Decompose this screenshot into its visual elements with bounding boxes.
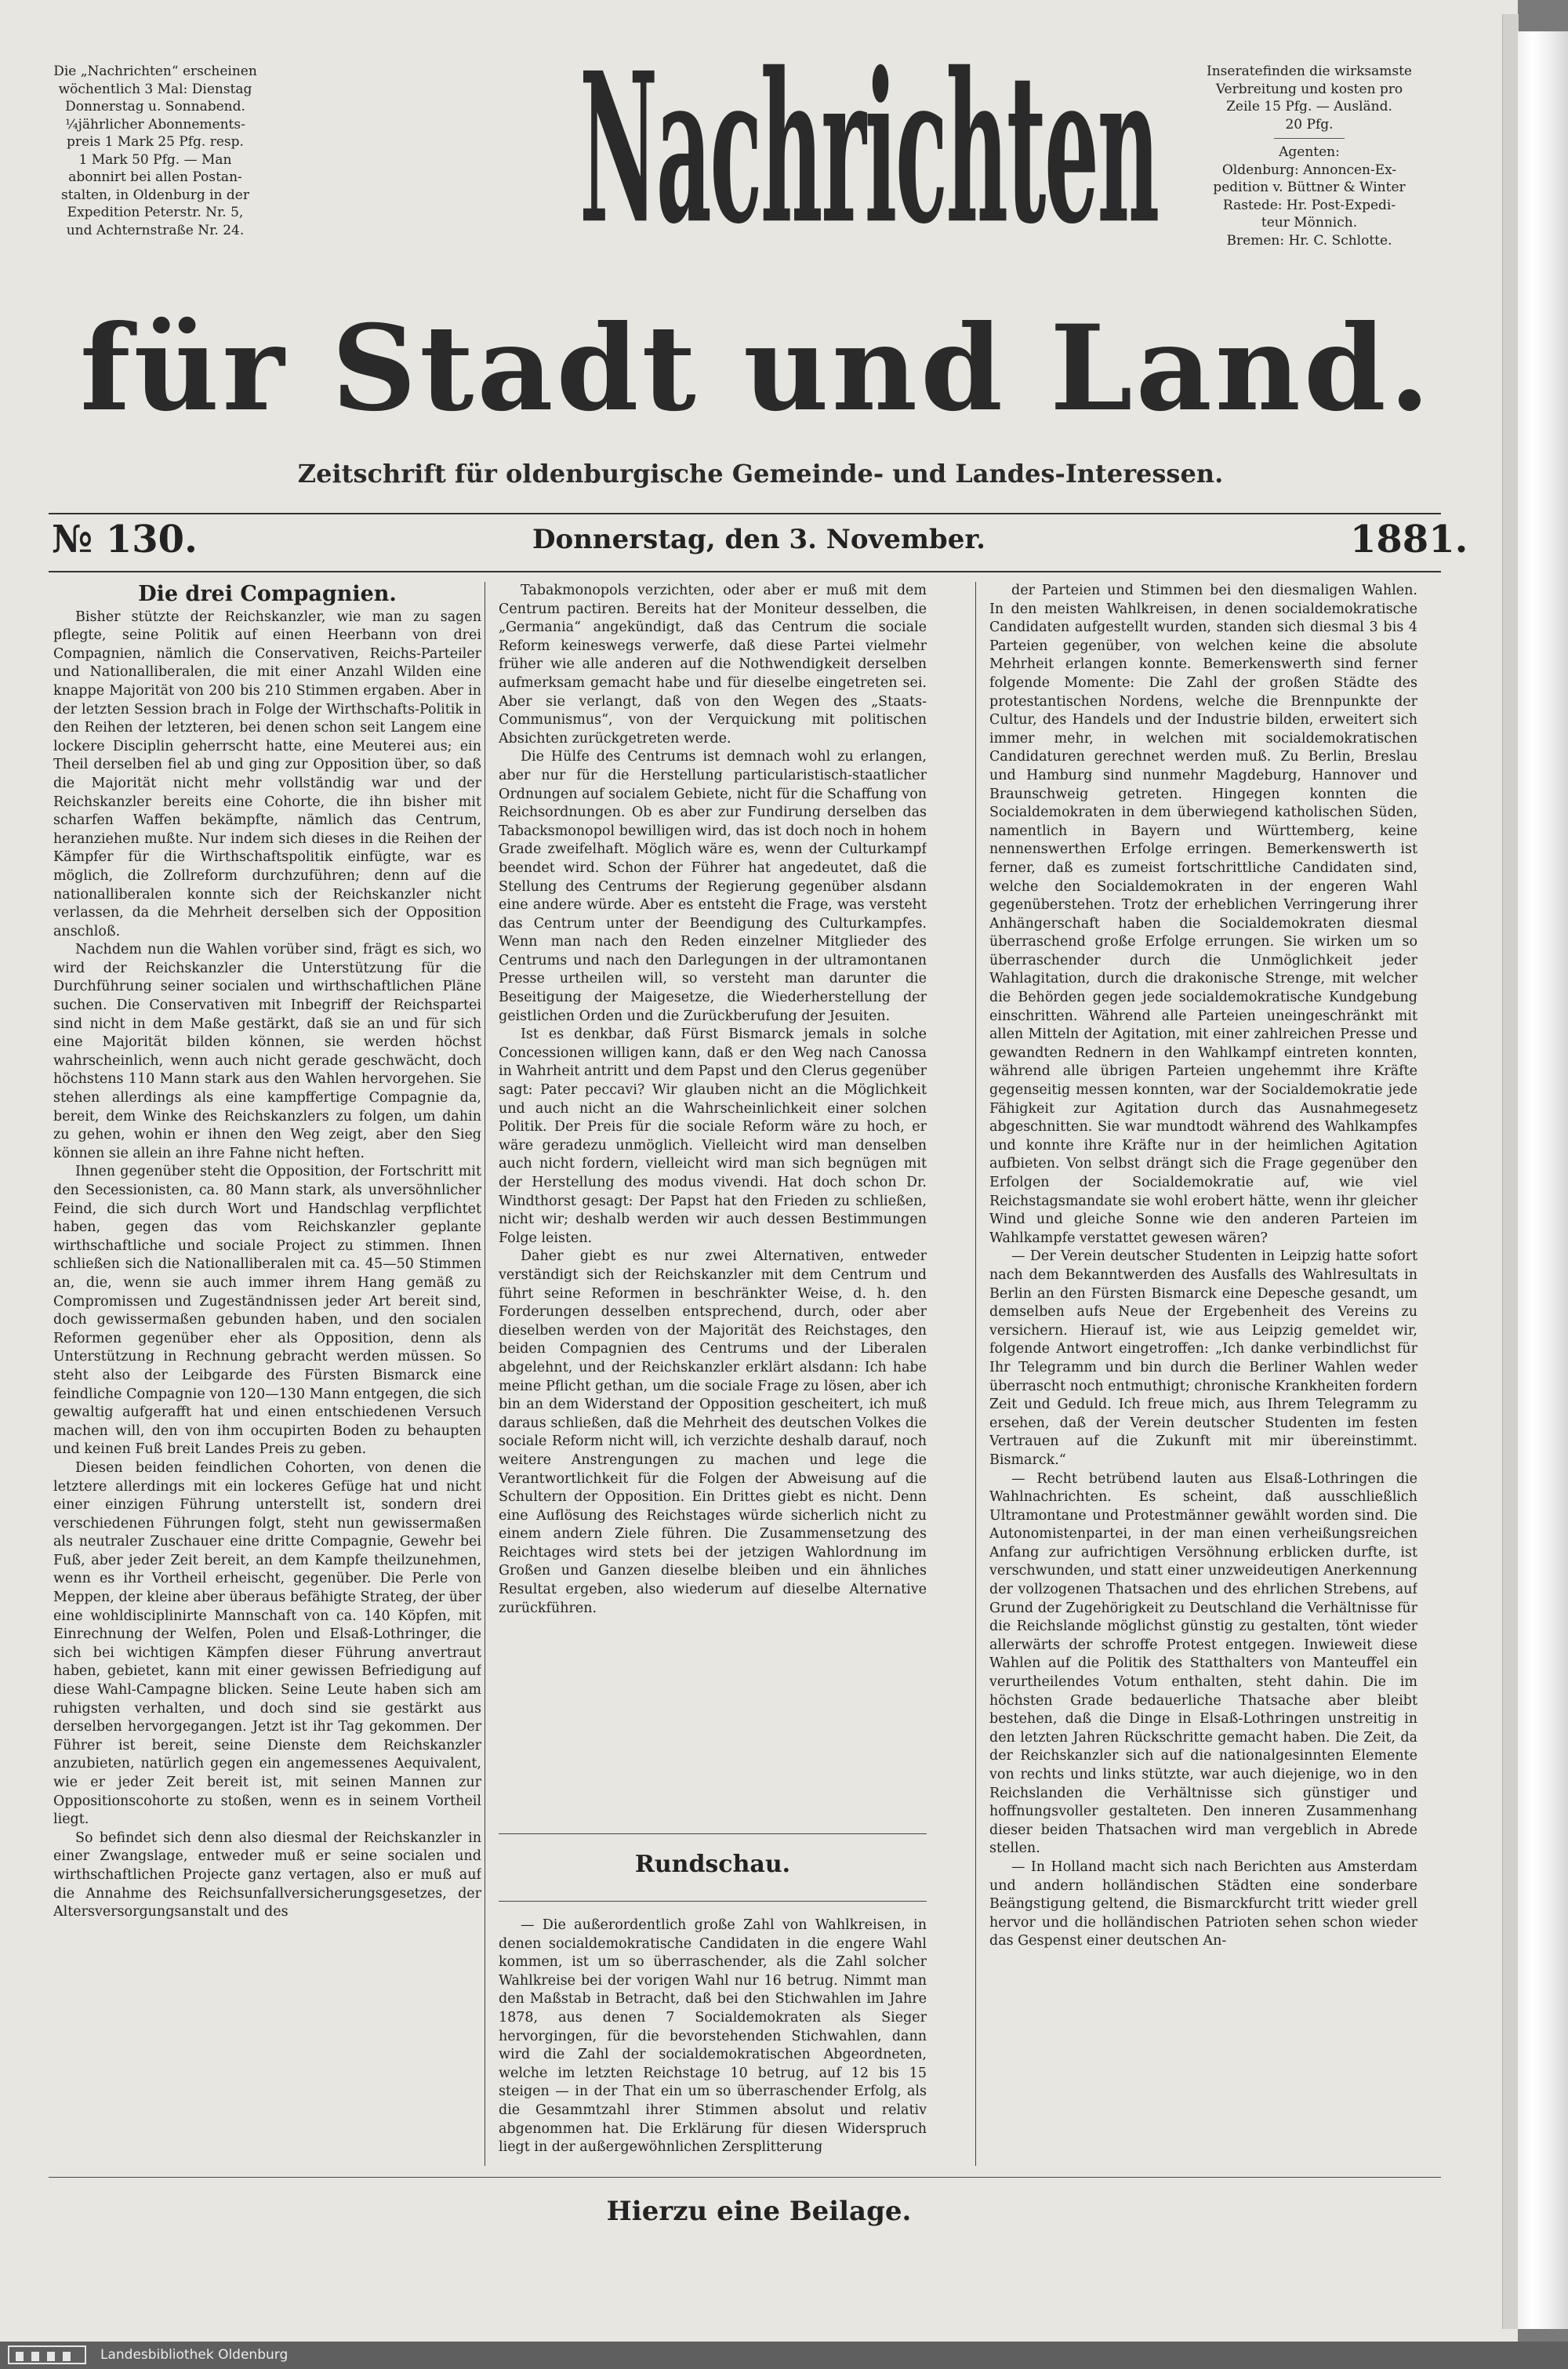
paragraph: Daher giebt es nur zwei Alternativen, entweder verständigt sich der Reichskanzler mit dem Centrum und führt seine Reformen in beschränkter Weise, d. h. den Forderungen desselben entsprechend, durch, oder aber dieselben werden von der Majorität des Reichstages, den beiden Compagnien des Centrums und der Liberalen abgelehnt, und der Reichskanzler erklärt alsdann: Ich habe meine Pflicht gethan, um die sociale Frage zu lösen, aber ich bin an dem Widerstand der Opposition gescheitert, ich muß daraus schließen, daß die Mehrheit des deutschen Volkes die sociale Reform nicht will, ich verzichte deshalb darauf, noch weitere Anstrengungen zu machen und lege die Verantwortlichkeit für die Folgen der Abweisung auf die Schultern der Opposition. Ein Drittes giebt es nicht. Denn eine Auflösung des Reichstages würde sicherlich nicht zu einem andern Ziele führen. Die Zusammensetzung des Reichtages wird stets bei der jetzigen Wahlordnung im Großen und Ganzen dieselbe bleiben und ein ähnliches Resultat ergeben, also wiederum auf dieselbe Alternative zurückführen. [499, 1248, 927, 1616]
notice-line: Oldenburg: Annoncen-Ex- [1221, 162, 1397, 178]
paragraph: — Recht betrübend lauten aus Elsaß-Lothringen die Wahlnachrichten. Es scheint, daß ausschließlich Ultramontane und Protestmänner gewählt worden sind. Die Autonomistenpartei, in der man einen verheißungsreichen Anfang zur aufrichtigen Versöhnung erblicken durfte, ist verschwunden, und statt einer unzweideutigen Anerkennung der vollzogenen Thatsachen und des ehrlichen Strebens, auf Grund der Zugehörigkeit zu Deutschland die Verhältnisse für die Reichslande möglichst günstig zu gestalten, tönt wieder allerwärts der schroffe Protest entgegen. Inwieweit diese Wahlen auf die Politik des Statthalters von Manteuffel ein verurtheilendes Votum enthalten, steht dahin. Die im höchsten Grade bedauerliche Thatsache aber bleibt bestehen, daß die Dinge in Elsaß-Lothringen unstreitig in den letzten Jahren Rückschritte gemacht haben. Die Zeit, da der Reichskanzler sich auf die nationalgesinnten Elemente von rechts und links stützte, war auch diejenige, wo in den Reichslanden die Verhältnisse sich günstiger und hoffnungsvoller gestalteten. Den inneren Zusammenhang dieser beiden Thatsachen wird man vergeblich in Abrede stellen. [989, 1470, 1417, 1857]
subscription-notice [45, 63, 265, 239]
paragraph: So befindet sich denn also diesmal der Reichskanzler in einer Zwangslage, entweder muß er seine socialen und wirthschaftlichen Projecte ganz vertagen, also er muß auf die Annahme des Reichsunfallversicherungsgesetzes, der Altersversorgungsanstalt und des [53, 1829, 481, 1920]
masthead-subtitle: Zeitschrift für oldenburgische Gemeinde- und Landes-Interessen. [297, 459, 1224, 489]
issue-number: № 130. [52, 518, 198, 561]
separator [1274, 138, 1345, 139]
page-edge [1502, 14, 1519, 2329]
paragraph: Ihnen gegenüber steht die Opposition, der Fortschritt mit den Secessionisten, ca. 80 Mann stark, als unversöhnlicher Feind, die sich durch Wort und Handschlag verpflichtet haben, gegen das vom Reichskanzler geplante wirthschaftliche und sociale Project zu stimmen. Ihnen schließen sich die Nationalliberalen mit ca. 45—50 Stimmen an, die, wenn sie auch immer ihrem Hang gemäß zu Compromissen und Zugeständnissen jeder Art bereit sind, doch gewissermaßen gebunden haben, und den socialen Reformen gegenüber eher als Opposition, denn als Unterstützung in Rechnung gebracht werden müssen. So steht also der Leibgarde des Fürsten Bismarck eine feindliche Compagnie von 120—130 Mann entgegen, die sich gewaltig aufgerafft hat und einen entschiedenen Versuch machen will, den von ihm occupirten Boden zu behaupten und keinen Fuß breit Landes Preis zu geben. [53, 1164, 481, 1458]
masthead-subline: für Stadt und Land. [79, 300, 1434, 438]
supplement-notice: Hierzu eine Beilage. [606, 2196, 912, 2227]
notice-line: Inseratefinden die wirksamste [1207, 64, 1412, 79]
rule-bottom-page [49, 2177, 1441, 2178]
paragraph: Nachdem nun die Wahlen vorüber sind, frägt es sich, wo wird der Reichskanzler die Unterstützung für die Durchführung seiner socialen und wirthschaftlichen Pläne suchen. Die Conservativen mit Inbegriff der Reichspartei sind nicht in dem Maße gestärkt, daß sie an und für sich eine Majorität bilden können, sie werden höchst wahrscheinlich, wenn auch nicht gerade geschwächt, doch höchstens 110 Mann stark aus den Wahlen hervorgehen. Sie stehen allerdings als eine kampffertige Compagnie da, bereit, dem Winke des Reichskanzlers zu folgen, um dahin zu gehen, wohin er ihnen den Weg zeigt, aber den Sieg können sie allein an ihre Fahne nicht heften. [53, 942, 481, 1161]
footer-text: Landesbibliothek Oldenburg [100, 2347, 289, 2363]
notice-line: 20 Pfg. [1285, 116, 1334, 133]
section-rule [499, 1833, 927, 1836]
notice-line: Expedition Peterstr. Nr. 5, [67, 205, 244, 220]
notice-line: abonnirt bei allen Postan- [68, 169, 242, 185]
paragraph: — Die außerordentlich große Zahl von Wahlkreisen, in denen socialdemokratische Candidaten in die engere Wahl kommen, ist um so überraschender, als die Zahl solcher Wahlkreise bei der vorigen Wahl nur 16 betrug. Nimmt man den Maßstab in Betracht, daß bei den Stichwahlen im Jahre 1878, aus denen 7 Socialdemokraten als Sieger hervorgingen, für die bevorstehenden Stichwahlen, dann wird die Zahl der socialdemokratischen Abgeordneten, welche im letzten Reichstage 10 betrug, auf 12 bis 15 steigen — in der That ein um so überraschender Erfolg, als die Gesammtzahl ihrer Stimmen absolut und relativ abgenommen hat. Die Erklärung für diesen Widerspruch liegt in der außergewöhnlichen Zersplitterung [499, 1917, 927, 2156]
paragraph: der Parteien und Stimmen bei den diesmaligen Wahlen. In den meisten Wahlkreisen, in denen socialdemokratische Candidaten aufgestellt wurden, standen sich diesmal 3 bis 4 Parteien gegenüber, von welchen keine die absolute Mehrheit erlangen konnte. Bemerkenswerth sind ferner folgende Momente: Die Zahl der großen Städte des protestantischen Nordens, welche die Brennpunkte der Cultur, des Handels und der Industrie bilden, erweitert sich immer mehr, in welchen mit socialdemokratischen Candidaturen gerechnet werden muß. Zu Berlin, Breslau und Hamburg sind nunmehr Magdeburg, Hannover und Braunschweig getreten. Hingegen konnten die Socialdemokraten in dem überwiegend katholischen Süden, namentlich in Bayern und Württemberg, keine nennenswerthen Erfolge erringen. Bemerkenswerth ist ferner, daß es zumeist fortschrittliche Candidaten sind, welche den Socialdemokraten in der engeren Wahl gegenüberstehen. Trotz der erheblichen Verringerung ihrer Anhängerschaft haben die Socialdemokraten diesmal überraschend große Erfolge errungen. Sie wirken um so überraschender durch die Unmöglichkeit jeder Wahlagitation, durch die drakonische Strenge, mit welcher die Behörden gegen jede socialdemokratische Kundgebung einschritten. Während alle Parteien uneingeschränkt mit allen Mitteln der Agitation, mit einer zahlreichen Presse und gewandten Rednern in den Wahlkampf eintreten konnten, während alle übrigen Parteien ungehemmt ihre Kräfte gegenseitig messen konnten, war der Socialdemokratie jede Fähigkeit zur Agitation durch das Ausnahmegesetz abgeschnitten. Sie war mundtodt während des Wahlkampfes und konnte ihre Kräfte nur in der heimlichen Agitation aufbieten. Von selbst drängt sich die Frage gegenüber den Erfolgen der Socialdemokratie auf, wie viel Reichstagsmandate sie wohl erobert hätte, wenn ihr gleicher Wind und gleiche Sonne wie den anderen Parteien im Wahlkampfe verstattet gewesen wären? [989, 583, 1417, 1246]
article-column-2 [499, 582, 927, 1829]
notice-line: Bremen: Hr. C. Schlotte. [1226, 232, 1392, 249]
notice-line: teur Mönnich. [1261, 215, 1358, 231]
rule-top [49, 513, 1441, 514]
paragraph: Tabakmonopols verzichten, oder aber er muß mit dem Centrum pactiren. Bereits hat der Moniteur desselben, die „Germania“ angekündigt, daß das Centrum die sociale Reform keineswegs verwerfe, daß diese Partei vielmehr früher wie alle anderen auf die Nothwendigkeit derselben aufmerksam gemacht habe und für dieselbe eingetreten sei. Aber sie verlangt, daß von den Wegen des „Staats-Communismus“, von der Verquickung mit politischen Absichten zurückgetreten werde. [499, 583, 927, 747]
paragraph: — In Holland macht sich nach Berichten aus Amsterdam und andern holländischen Städten eine sonderbare Beängstigung geltend, die Bismarckfurcht tritt wieder grell hervor und die holländischen Patrioten sehen schon wieder das Gespenst einer deutschen An- [989, 1859, 1417, 1949]
notice-line: Verbreitung und kosten pro [1215, 81, 1403, 97]
article-title: Die drei Compagnien. [138, 582, 397, 606]
advertising-notice [1200, 63, 1419, 249]
paragraph: Diesen beiden feindlichen Cohorten, von denen die letztere allerdings mit ein lockeres Gefüge hat und nicht einer einzigen Führung unterstellt ist, sondern drei verschiedenen Führungen folgt, steht nun gewissermaßen als neutraler Zuschauer eine dritte Compagnie, Gewehr bei Fuß, aber jeder Zeit bereit, an dem Kampfe theilzunehmen, wenn es ihr Vortheil erheischt, gegenüber. Die Perle von Meppen, der kleine aber überaus befähigte Strateg, der über eine wohldisciplinirte Mannschaft von ca. 140 Köpfen, mit Einrechnung der Welfen, Polen und Elsaß-Lothringer, die sich bei wichtigen Kämpfen dieser Führung anvertraut haben, gebietet, kann mit einer gewissen Befriedigung auf diese Wahl-Campagne blicken. Seine Leute haben sich am ruhigsten verhalten, und doch sind sie gestärkt aus derselben hervorgegangen. Jetzt ist ihr Tag gekommen. Der Führer ist bereit, seine Dienste dem Reichskanzler anzubieten, natürlich gegen ein angemessenes Aequivalent, wie er jeder Zeit bereit ist, mit seinen Mannen zur Oppositionscohorte zu stoßen, wenn es in seinem Vortheil liegt. [53, 1459, 481, 1828]
rundschau-column [499, 1917, 927, 2175]
issue-date: Donnerstag, den 3. November. [532, 524, 985, 555]
masthead-title: Nachrichten [579, 27, 1158, 270]
article-column-1 [53, 582, 481, 2138]
notice-line: pedition v. Büttner & Winter [1213, 180, 1406, 195]
notice-line: stalten, in Oldenburg in der [61, 187, 249, 203]
library-logo-icon [8, 2345, 86, 2364]
book-leaves [1518, 31, 1568, 2329]
paragraph: — Der Verein deutscher Studenten in Leipzig hatte sofort nach dem Bekanntwerden des Ausfalls des Wahlresultats in Berlin an den Fürsten Bismarck eine Depesche gesandt, um demselben aufs Neue der Ergebenheit des Vereins zu versichern. Hierauf ist, wie aus Leipzig gemeldet wir, folgende Antwort eingetroffen: „Ich danke verbindlichst für Ihr Telegramm und bin durch die Berliner Wahlen weder überrascht noch entmuthigt; chronische Krankheiten fordern Zeit und Geduld. Ich freue mich, aus Ihrem Telegramm zu ersehen, daß der Verein deutscher Studenten im festen Vertrauen auf die Zukunft mit mir übereinstimmt. Bismarck.“ [989, 1248, 1417, 1468]
section-rule [499, 1901, 927, 1902]
footer-bar [0, 2342, 1568, 2369]
notice-line: Agenten: [1279, 144, 1340, 160]
notice-line: Zeile 15 Pfg. — Ausländ. [1226, 99, 1392, 114]
notice-line: Die „Nachrichten“ erscheinen [53, 64, 257, 79]
paragraph: Die Hülfe des Centrums ist demnach wohl zu erlangen, aber nur für die Herstellung particularistisch-staatlicher Ordnungen auf socialem Gebiete, nicht für die Schaffung von Reichsordnungen. Ob es aber zur Fundirung derselben das Tabacksmonopol bewilligen wird, das ist doch noch in hohem Grade zweifelhaft. Möglich wäre es, wenn der Culturkampf beendet wird. Schon der Führer hat angedeutet, daß die Stellung des Centrums der Regierung gegenüber alsdann eine andere würde. Aber es entsteht die Frage, was versteht das Centrum unter der Beendigung des Culturkampfes. Wenn man nach den Reden einzelner Mitglieder des Centrums und nach den Darlegungen in der ultramontanen Presse urtheilen will, so versteht man darunter die Beseitigung der Maigesetze, die Wiederherstellung der geistlichen Orden und die Zurückberufung der Jesuiten. [499, 749, 927, 1024]
notice-line: Donnerstag u. Sonnabend. [65, 99, 245, 114]
issue-year: 1881. [1350, 518, 1468, 561]
notice-line: 1 Mark 50 Pfg. — Man [78, 151, 232, 168]
article-column-3 [989, 582, 1417, 2138]
notice-line: preis 1 Mark 25 Pfg. resp. [67, 134, 244, 150]
paragraph: Bisher stützte der Reichskanzler, wie man zu sagen pflegte, seine Politik auf einen Heerbann von drei Compagnien, nämlich die Conservativen, Reichs-Parteiler und Nationalliberalen, die mit einer Anzahl Wilden eine knappe Majorität von 200 bis 210 Stimmen ergaben. Aber in der letzten Session brach in Folge der Wirthschafts-Politik in den Reihen der letzteren, bei denen schon seit Langem eine lockere Disciplin geherrscht hatte, eine Meuterei aus; ein Theil derselben fiel ab und ging zur Opposition über, so daß die Majorität nicht mehr vollständig war und der Reichskanzler bereits eine Cohorte, die ihn bisher mit scharfen Waffen bekämpfte, nämlich das Centrum, heranziehen mußte. Nur indem sich dieses in die Reihen der Kämpfer für die Wirthschaftspolitik einfügte, war es möglich, die Zollreform durchzuführen; denn auf die nationalliberalen konnte sich der Reichskanzler nicht verlassen, da die Mehrheit derselben sich der Opposition anschloß. [53, 609, 481, 939]
notice-line: und Achternstraße Nr. 24. [66, 222, 245, 238]
paragraph: Ist es denkbar, daß Fürst Bismarck jemals in solche Concessionen willigen kann, daß er den Weg nach Canossa in Wahrheit antritt und dem Papst und den Clerus gegenüber sagt: Pater peccavi? Wir glauben nicht an die Möglichkeit und auch nicht an die Wahrscheinlichkeit einer solchen Politik. Der Preis für die sociale Reform wäre zu hoch, er wäre geradezu unmöglich. Vielleicht wird man denselben auch nicht fordern, vielleicht wird man sich begnügen mit der Herstellung des modus vivendi. Hat doch schon Dr. Windthorst gesagt: Der Papst hat den Frieden zu schließen, nicht wir; deshalb werden wir auch dessen Bestimmungen Folge leisten. [499, 1026, 927, 1246]
rule-bottom [49, 571, 1441, 572]
notice-line: Rastede: Hr. Post-Expedi- [1222, 197, 1396, 213]
column-divider [975, 582, 976, 2166]
notice-line: ¼jährlicher Abonnements- [65, 116, 245, 133]
notice-line: wöchentlich 3 Mal: Dienstag [58, 81, 252, 97]
section-title: Rundschau. [634, 1851, 791, 1878]
